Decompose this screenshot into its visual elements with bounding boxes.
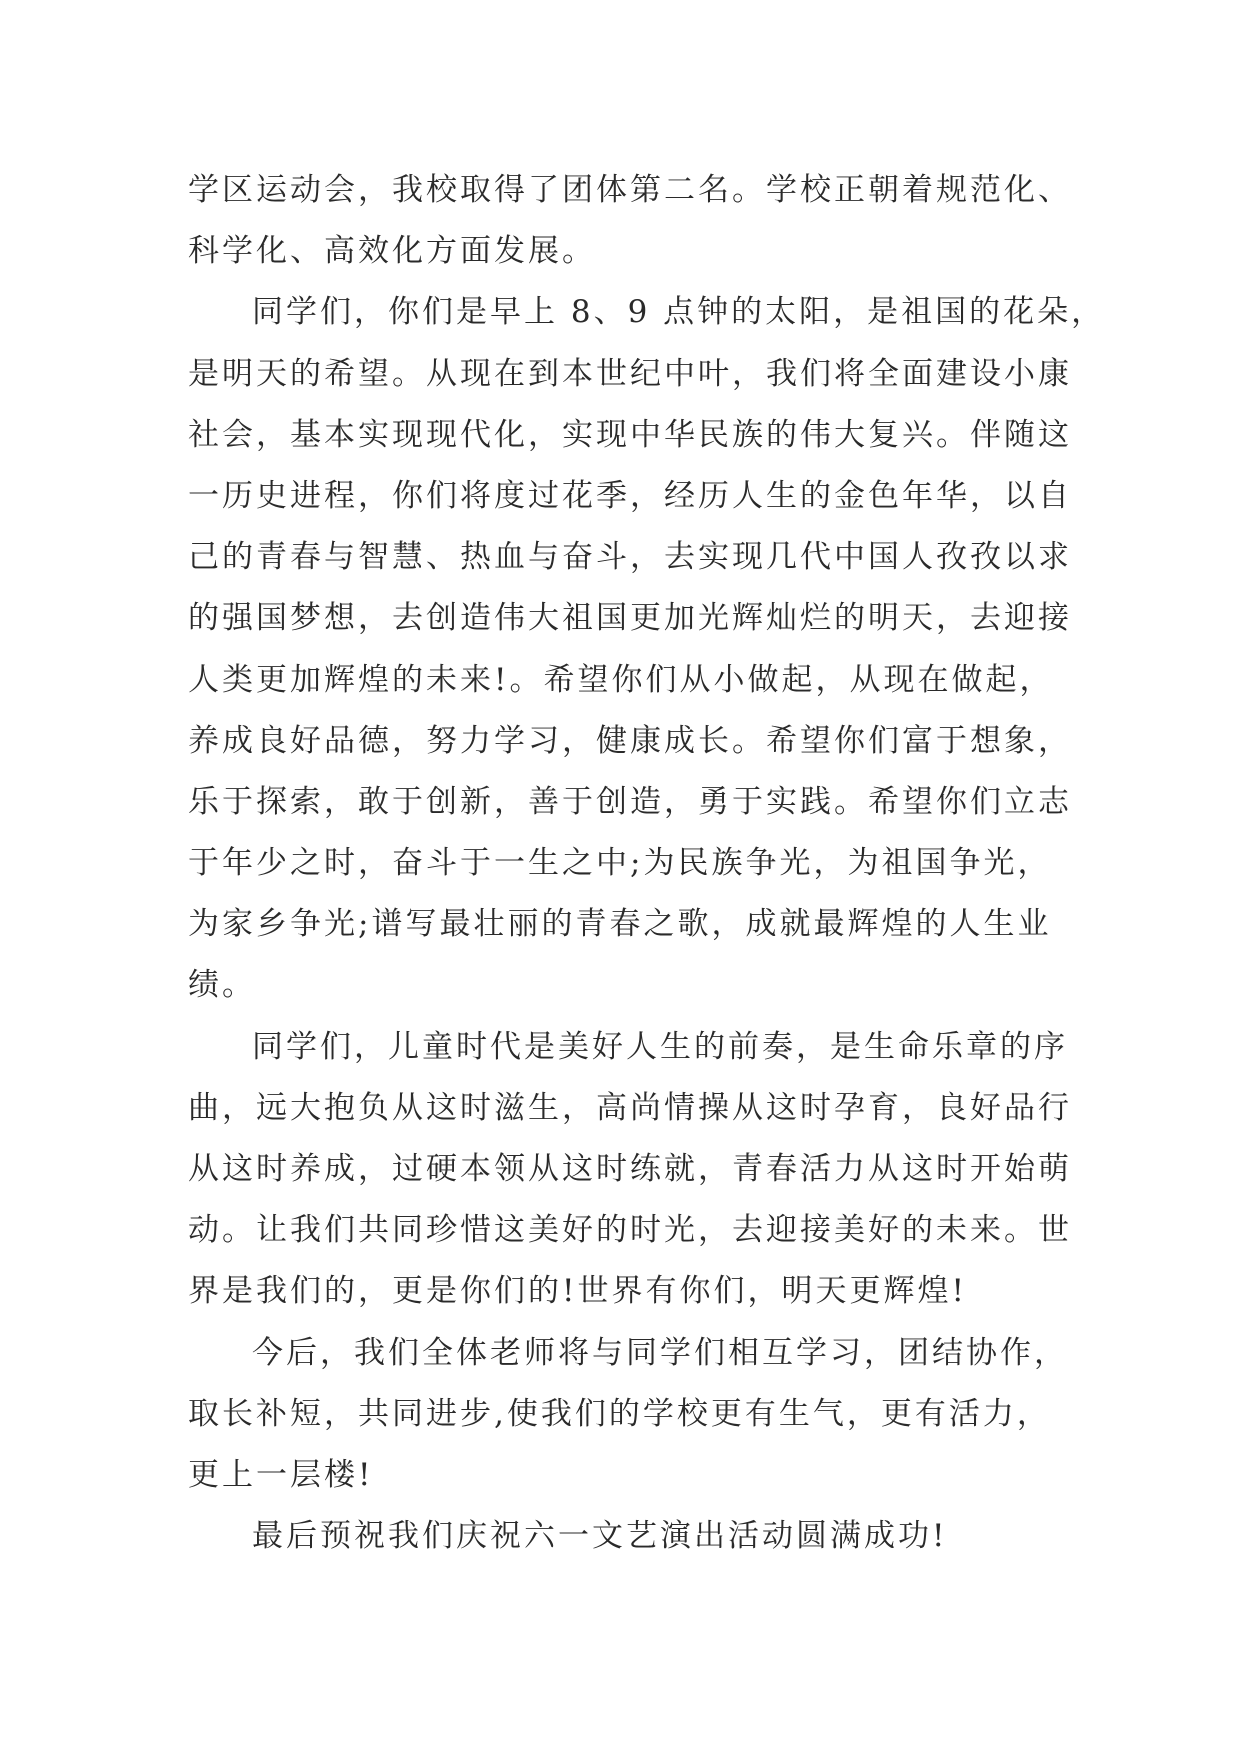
- text-line: 动。让我们共同珍惜这美好的时光，去迎接美好的未来。世: [188, 1212, 1072, 1249]
- text-line: 同学们，你们是早上 8、9 点钟的太阳，是祖国的花朵，: [252, 294, 1106, 331]
- text-line: 科学化、高效化方面发展。: [188, 233, 596, 270]
- text-line: 于年少之时，奋斗于一生之中;为民族争光，为祖国争光，: [188, 845, 1052, 882]
- text-line: 界是我们的，更是你们的!世界有你们，明天更辉煌!: [188, 1273, 967, 1310]
- text-line: 同学们，儿童时代是美好人生的前奏，是生命乐章的序: [252, 1028, 1068, 1065]
- text-line: 取长补短，共同进步,使我们的学校更有生气，更有活力，: [188, 1395, 1051, 1432]
- text-line: 今后，我们全体老师将与同学们相互学习，团结协作，: [252, 1334, 1068, 1371]
- text-line: 绩。: [188, 967, 256, 1004]
- text-line: 为家乡争光;谱写最壮丽的青春之歌，成就最辉煌的人生业: [188, 906, 1052, 943]
- text-line: 的强国梦想，去创造伟大祖国更加光辉灿烂的明天，去迎接: [188, 600, 1072, 637]
- text-line: 社会，基本实现现代化，实现中华民族的伟大复兴。伴随这: [188, 416, 1072, 453]
- text-line: 更上一层楼!: [188, 1456, 374, 1493]
- text-line: 曲，远大抱负从这时滋生，高尚情操从这时孕育，良好品行: [188, 1089, 1072, 1126]
- text-line: 最后预祝我们庆祝六一文艺演出活动圆满成功!: [252, 1518, 948, 1555]
- text-line: 学区运动会，我校取得了团体第二名。学校正朝着规范化、: [188, 172, 1072, 208]
- text-line: 是明天的希望。从现在到本世纪中叶，我们将全面建设小康: [188, 355, 1072, 392]
- document-body: [188, 160, 1106, 1567]
- text-line: 乐于探索，敢于创新，善于创造，勇于实践。希望你们立志: [188, 783, 1072, 820]
- text-line: 一历史进程，你们将度过花季，经历人生的金色年华，以自: [188, 477, 1072, 514]
- text-line: 养成良好品德，努力学习，健康成长。希望你们富于想象，: [188, 722, 1072, 759]
- text-line: 己的青春与智慧、热血与奋斗，去实现几代中国人孜孜以求: [188, 539, 1072, 576]
- text-line: 从这时养成，过硬本领从这时练就，青春活力从这时开始萌: [188, 1151, 1072, 1187]
- text-line: 人类更加辉煌的未来!。希望你们从小做起，从现在做起，: [188, 661, 1054, 698]
